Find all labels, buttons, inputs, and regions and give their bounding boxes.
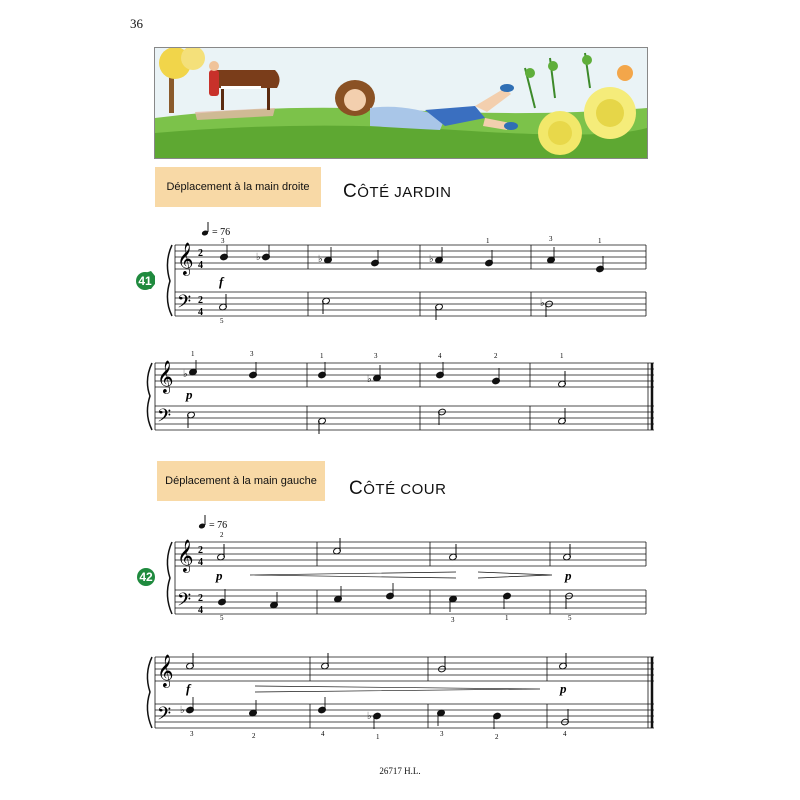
finger-number: 4: [321, 730, 325, 738]
treble-clef-icon: 𝄞: [177, 539, 194, 572]
time-sig-bottom: 4: [198, 605, 203, 616]
piece-41-label: Déplacement à la main droite: [155, 167, 321, 207]
treble-clef-icon: 𝄞: [157, 360, 174, 393]
finger-number: 1: [376, 733, 380, 741]
piece-41-tempo: [201, 222, 230, 238]
finger-number: 2: [495, 733, 499, 741]
piece-42-title-initial: C: [349, 478, 364, 499]
finger-number: 1: [191, 350, 195, 358]
piece-41-title-rest: ÔTÉ JARDIN: [357, 184, 452, 201]
time-sig-bottom: 4: [198, 260, 203, 271]
flat-icon: ♭: [256, 252, 261, 263]
bass-clef-icon: 𝄢: [177, 292, 192, 317]
flat-icon: ♭: [540, 298, 545, 309]
half-note-42-2-bass: [561, 709, 570, 726]
notes-42-1-treble: [217, 538, 572, 561]
brace-41-2: [147, 363, 152, 430]
flat-icon: ♭: [429, 254, 434, 265]
staff-42-1-bass: [175, 590, 646, 614]
finger-number: 3: [440, 730, 444, 738]
fingerings-41-1: [220, 235, 602, 325]
piece-41-badge: [136, 271, 155, 290]
finger-number: 5: [568, 614, 572, 622]
dynamic-piano: p: [560, 681, 567, 696]
brace-41-1: [167, 245, 172, 316]
bass-clef-icon: 𝄢: [157, 704, 172, 729]
piece-42-tempo: [198, 515, 227, 531]
brace-42-2: [147, 657, 152, 728]
notes-42-2-bass: [180, 697, 501, 729]
barlines-41-2: [155, 363, 652, 430]
half-note-42-1-bass: [565, 592, 574, 609]
fingerings-41-2: [191, 350, 564, 360]
finger-number: 3: [374, 352, 378, 360]
bass-clef-icon: 𝄢: [177, 590, 192, 615]
dynamic-piano: p: [186, 387, 193, 402]
finger-number: 2: [220, 531, 224, 539]
fingerings-42-1-treble: [220, 531, 224, 539]
staff-41-2-treble: [155, 363, 654, 387]
piece-42-tempo-text: = 76: [209, 520, 228, 531]
half-note-41-2: [558, 371, 567, 388]
treble-clef-icon: 𝄞: [157, 654, 174, 687]
flat-icon: ♭: [318, 254, 323, 265]
finger-number: 1: [505, 614, 509, 622]
piece-42-title-rest: ÔTÉ COUR: [363, 481, 447, 498]
finger-number: 2: [252, 732, 256, 740]
hairpins-42-1: [250, 572, 552, 578]
time-sig-top: 2: [198, 248, 203, 259]
brace-42-1: [167, 542, 172, 614]
dynamic-forte: f: [219, 274, 224, 289]
finger-number: 3: [549, 235, 553, 243]
finger-number: 3: [221, 237, 225, 245]
catalog-number: 26717 H.L.: [379, 766, 421, 776]
piece-41-tempo-text: = 76: [212, 227, 231, 238]
flat-icon: ♭: [367, 711, 372, 722]
time-sig-bottom: 4: [198, 557, 203, 568]
staff-41-1-bass: [175, 292, 646, 316]
piece-42-number: 42: [139, 570, 153, 584]
finger-number: 5: [220, 614, 224, 622]
piece-41-number: 41: [138, 274, 152, 288]
staff-41-2-bass: [155, 406, 654, 430]
finger-number: 3: [451, 616, 455, 624]
staff-41-1-treble: [175, 245, 646, 269]
bass-clef-icon: 𝄢: [157, 406, 172, 431]
finger-number: 3: [190, 730, 194, 738]
fingerings-42-1-bass: [220, 614, 572, 624]
flat-icon: ♭: [180, 705, 185, 716]
finger-number: 5: [220, 317, 224, 325]
finger-number: 3: [250, 350, 254, 358]
time-sig-top: 2: [198, 295, 203, 306]
finger-number: 4: [438, 352, 442, 360]
treble-clef-icon: 𝄞: [177, 242, 194, 275]
finger-number: 4: [563, 730, 567, 738]
flat-icon: ♭: [183, 369, 188, 380]
piece-41-title-initial: C: [343, 181, 358, 202]
piece-42-badge: [137, 568, 155, 586]
time-sig-top: 2: [198, 545, 203, 556]
staff-42-1-treble: [175, 542, 646, 566]
barlines-42-1: [175, 542, 646, 614]
dynamic-piano: p: [565, 568, 572, 583]
finger-number: 2: [494, 352, 498, 360]
staff-42-2-bass: [155, 704, 654, 728]
finger-number: 1: [320, 352, 324, 360]
flat-icon: ♭: [367, 374, 372, 385]
finger-number: 1: [560, 352, 564, 360]
hairpin-42-2: [255, 686, 540, 692]
dynamic-forte: f: [186, 681, 191, 696]
barlines-41-1: [175, 245, 646, 316]
fingerings-42-2-bass: [190, 730, 567, 741]
staff-42-2-treble: [155, 657, 654, 681]
barlines-42-2: [155, 657, 652, 728]
finger-number: 1: [598, 237, 602, 245]
time-sig-bottom: 4: [198, 307, 203, 318]
finger-number: 1: [486, 237, 490, 245]
time-sig-top: 2: [198, 593, 203, 604]
page-number: 36: [130, 16, 143, 31]
piece-42-label: Déplacement à la main gauche: [157, 461, 325, 501]
dynamic-piano: p: [216, 568, 223, 583]
